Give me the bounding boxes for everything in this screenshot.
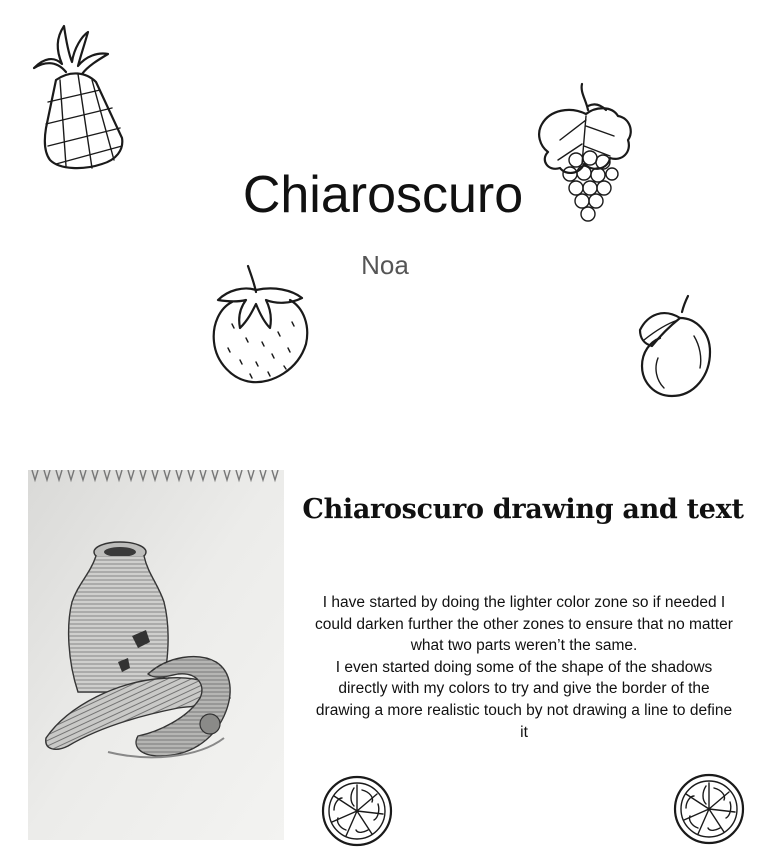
author-name: Noa — [361, 250, 409, 280]
plum-icon — [630, 292, 716, 402]
orange-slice-icon — [672, 772, 746, 846]
page-title — [0, 165, 768, 225]
strawberry-icon — [206, 262, 312, 386]
paragraph: I even started doing some of the shape of the shadows directly with my colors to try and give the border of the drawing a more realistic touch by not drawing a line to define it — [315, 658, 733, 741]
pineapple-icon — [26, 20, 126, 172]
description-text — [312, 592, 736, 743]
paragraph: I have started by doing the lighter color zone so if needed I could darken further the other zones to ensure that no matter what two parts weren’t the same. — [315, 594, 733, 655]
chiaroscuro-drawing-photo — [28, 466, 284, 840]
page-title-text: Chiaroscuro — [242, 166, 524, 224]
section-heading: Chiaroscuro drawing and text — [302, 494, 744, 525]
orange-slice-icon — [320, 774, 394, 848]
